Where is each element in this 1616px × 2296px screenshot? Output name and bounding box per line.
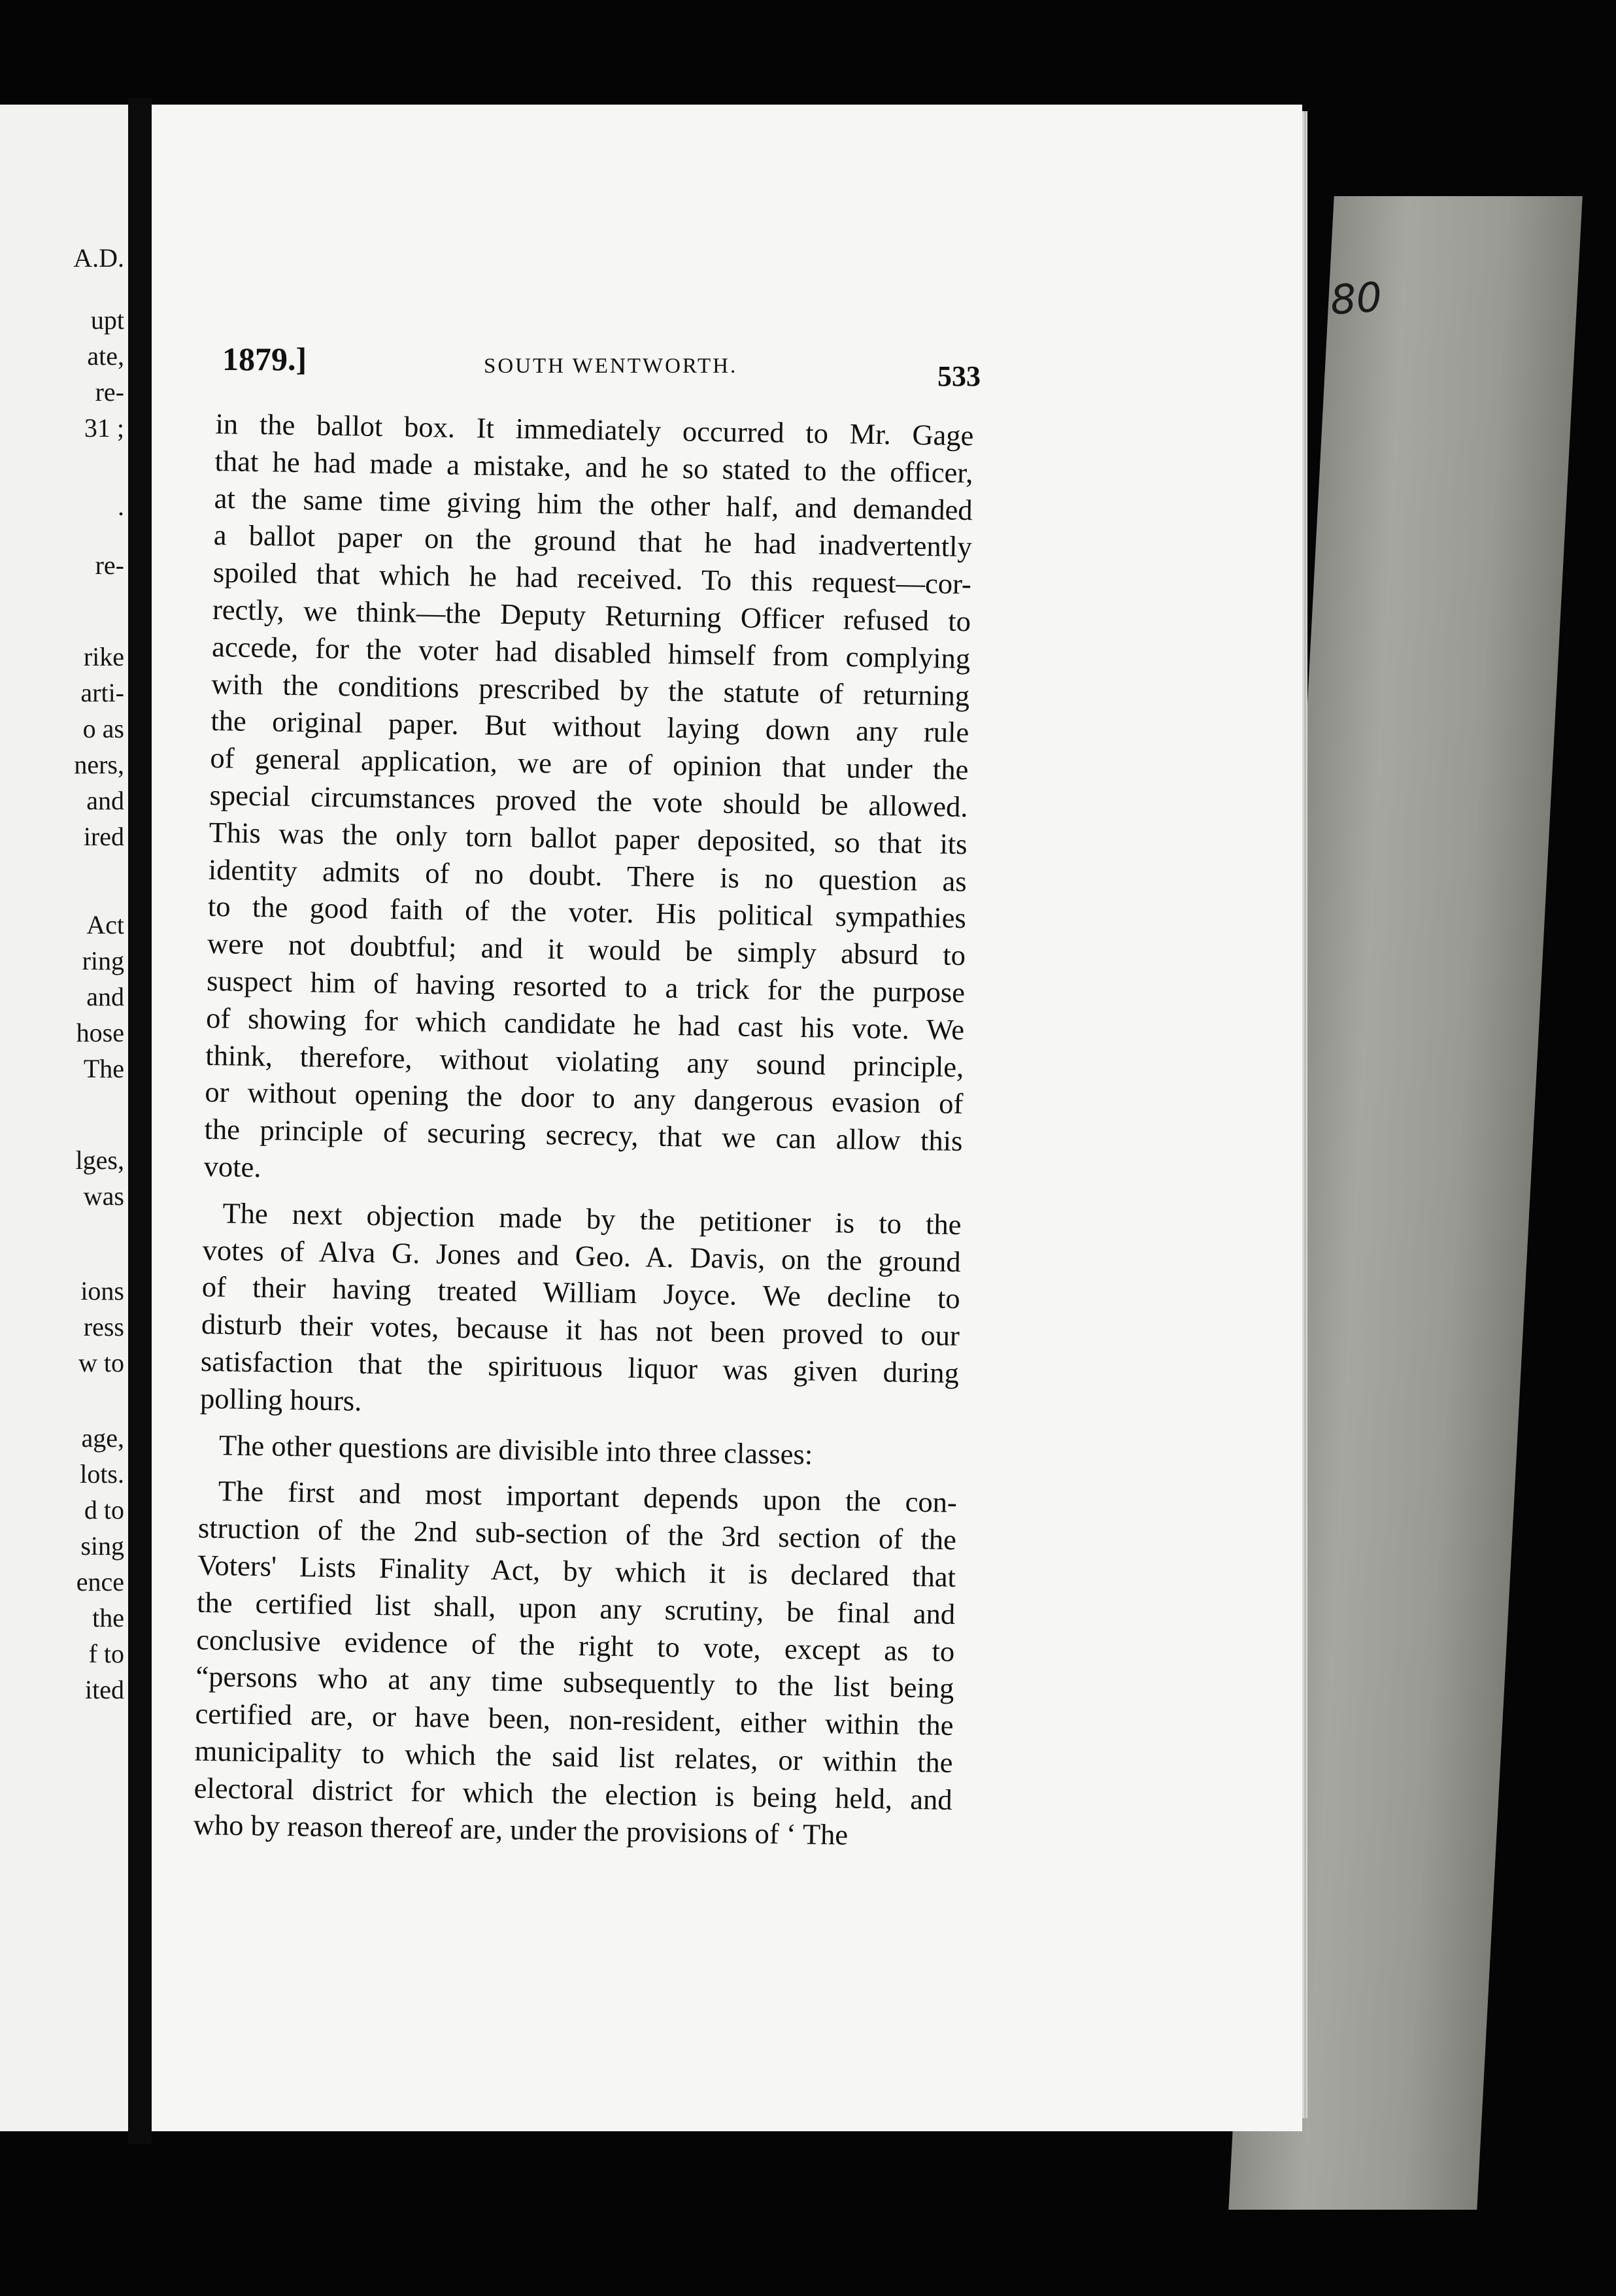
left-page-text-fragment: arti- bbox=[80, 678, 124, 707]
text-line: This was the only torn ballot paper deposited, so that its bbox=[209, 815, 968, 860]
header-year: 1879.] bbox=[222, 341, 307, 377]
left-page-text-fragment: upt bbox=[90, 305, 124, 335]
text-line: the certified list shall, upon any scrutiny, be final and bbox=[196, 1585, 956, 1630]
left-page-text-fragment: age, bbox=[81, 1423, 124, 1453]
left-page-text-fragment: re- bbox=[95, 377, 124, 407]
left-page-text-fragment: . bbox=[118, 492, 124, 521]
text-line: of showing for which candidate he had cast his vote. We bbox=[205, 1001, 965, 1046]
text-line: or without opening the door to any dangerous evasion of bbox=[205, 1075, 964, 1121]
left-page-text-fragment: A.D. bbox=[73, 243, 124, 273]
left-page-text-fragment: ired bbox=[83, 822, 124, 851]
left-page-text-fragment: sing bbox=[80, 1531, 124, 1561]
left-page-text-fragment: d to bbox=[84, 1495, 124, 1525]
text-line: rectly, we think—the Deputy Returning Officer refused to bbox=[212, 592, 971, 638]
header-title: SOUTH WENTWORTH. bbox=[484, 354, 738, 378]
text-line: The other questions are divisible into three classes: bbox=[218, 1428, 813, 1471]
text-line: electoral district for which the election is being held, and bbox=[194, 1771, 953, 1816]
left-page-text-fragment: ited bbox=[85, 1675, 124, 1704]
text-line: conclusive evidence of the right to vote, except as to bbox=[195, 1623, 955, 1668]
text-line: certified are, or have been, non-resident, either within the bbox=[195, 1697, 954, 1742]
text-line: of general application, we are of opinion that under the bbox=[210, 741, 969, 786]
text-line: “persons who at any time subsequently to the list being bbox=[195, 1660, 954, 1705]
left-page-text-fragment: and bbox=[86, 982, 124, 1011]
text-line: who by reason thereof are, under the provisions of ‘ The bbox=[193, 1808, 849, 1851]
left-page-text-fragment: ate, bbox=[87, 341, 124, 371]
left-page-text-fragment: Act bbox=[86, 910, 124, 939]
text-line: special circumstances proved the vote should be allowed. bbox=[209, 778, 968, 824]
text-line: vote. bbox=[203, 1149, 261, 1184]
text-line: were not doubtful; and it would be simply absurd to bbox=[207, 927, 966, 972]
handwritten-margin-note: 80 bbox=[1328, 273, 1384, 324]
left-page-text-fragment: ring bbox=[82, 946, 124, 975]
left-page-text-fragment: o as bbox=[82, 714, 124, 743]
left-page-text-fragment: ress bbox=[83, 1312, 124, 1342]
text-line: The first and most important depends upon the con- bbox=[218, 1474, 958, 1519]
text-line: that he had made a mistake, and he so stated to the officer, bbox=[214, 444, 973, 490]
body-text bbox=[193, 405, 973, 1855]
left-page-text-fragment: lots. bbox=[80, 1459, 124, 1489]
text-line: identity admits of no doubt. There is no question as bbox=[208, 853, 968, 898]
left-page-text-fragment: hose bbox=[76, 1018, 124, 1047]
left-page-text-fragment: re- bbox=[95, 550, 124, 580]
text-line: The next objection made by the petitioner is to the bbox=[222, 1196, 962, 1241]
left-page-text-fragment: was bbox=[83, 1181, 124, 1211]
left-page-text-fragment: the bbox=[92, 1603, 124, 1632]
left-page-text-fragment: The bbox=[83, 1054, 124, 1083]
text-line: of their having treated William Joyce. We decline to bbox=[201, 1270, 961, 1315]
left-page-text-fragment: lges, bbox=[75, 1145, 124, 1175]
running-header bbox=[222, 340, 981, 392]
text-line: think, therefore, without violating any sound principle, bbox=[205, 1038, 964, 1083]
text-line: struction of the 2nd sub-section of the 3rd section of the bbox=[197, 1511, 957, 1557]
text-line: suspect him of having resorted to a trick for the purpose bbox=[206, 964, 966, 1009]
left-page-text-fragment: 31 ; bbox=[84, 413, 124, 443]
text-line: disturb their votes, because it has not been proved to our bbox=[201, 1307, 960, 1353]
left-page-text-fragment: ions bbox=[80, 1276, 124, 1306]
text-line: to the good faith of the voter. His political sympathies bbox=[207, 890, 967, 935]
left-page-text-fragment: w to bbox=[78, 1348, 124, 1377]
text-line: in the ballot box. It immediately occurred to Mr. Gage bbox=[215, 407, 974, 452]
left-page-text-fragment: rike bbox=[83, 642, 124, 671]
book-gutter bbox=[128, 98, 152, 2144]
text-line: polling hours. bbox=[199, 1381, 362, 1417]
text-line: with the conditions prescribed by the statute of returning bbox=[210, 667, 970, 712]
left-page-text-fragment: ence bbox=[76, 1567, 124, 1596]
text-line: votes of Alva G. Jones and Geo. A. Davis, on the ground bbox=[202, 1233, 961, 1278]
text-line: spoiled that which he had received. To this request—cor- bbox=[212, 556, 972, 601]
text-line: a ballot paper on the ground that he had inadvertently bbox=[213, 518, 973, 564]
left-page-text-fragment: ners, bbox=[74, 750, 124, 779]
left-page-text-fragment: f to bbox=[88, 1639, 124, 1668]
text-line: satisfaction that the spirituous liquor was given during bbox=[200, 1344, 960, 1389]
text-line: accede, for the voter had disabled himself from complying bbox=[211, 630, 971, 675]
text-line: municipality to which the said list relates, or within the bbox=[194, 1734, 953, 1779]
page-number: 533 bbox=[937, 360, 981, 392]
left-page-text-fragment: and bbox=[86, 786, 124, 815]
left-page-fragment bbox=[0, 105, 128, 2131]
text-line: the original paper. But without laying down any rule bbox=[210, 704, 969, 749]
text-line: at the same time giving him the other half, and demanded bbox=[214, 481, 973, 526]
text-line: the principle of securing secrecy, that we can allow this bbox=[204, 1113, 963, 1158]
text-line: Voters' Lists Finality Act, by which it is declared that bbox=[197, 1548, 956, 1593]
